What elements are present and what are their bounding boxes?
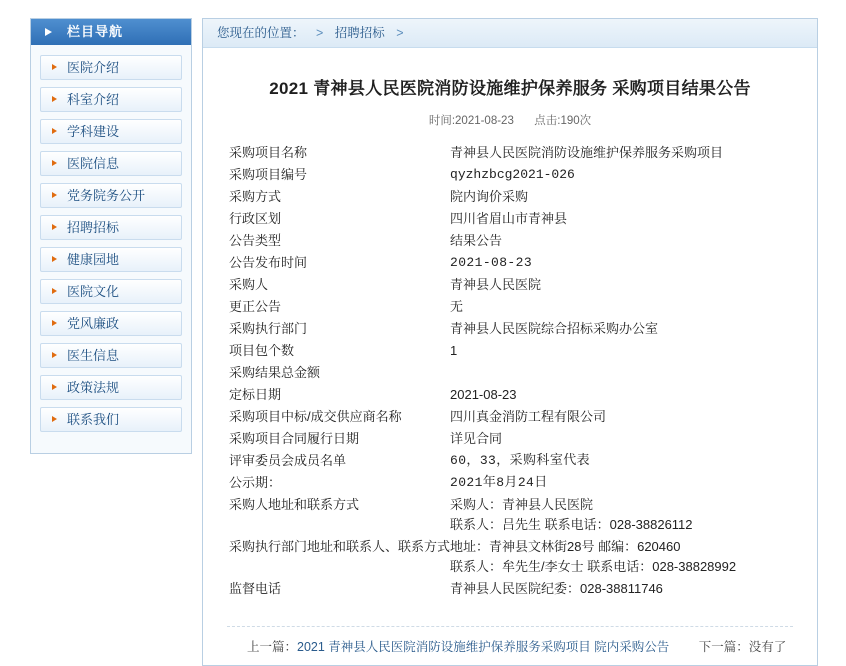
field-label: 行政区划: [229, 211, 282, 226]
sidebar-item-hospital-info[interactable]: [40, 151, 182, 176]
field-value: 1: [450, 343, 458, 358]
document-body: [203, 48, 817, 665]
table-row: [229, 450, 795, 472]
field-value: 四川省眉山市青神县: [450, 211, 568, 226]
sidebar-item-health-garden[interactable]: [40, 247, 182, 272]
field-value: 青神县人民医院纪委：028-38811746: [450, 581, 663, 596]
field-label: 采购人: [229, 277, 269, 292]
sidebar-item-hospital-intro[interactable]: [40, 55, 182, 80]
sidebar-item-label: 学科建设: [67, 124, 120, 139]
field-value: 结果公告: [450, 233, 503, 248]
next-article-label: 下一篇：没有了: [698, 640, 787, 654]
field-label: 公告类型: [229, 233, 282, 248]
field-label: 定标日期: [229, 387, 282, 402]
sidebar-list: [31, 55, 191, 432]
table-row: [229, 536, 795, 578]
sidebar-item-label: 党务院务公开: [67, 188, 146, 203]
article-nav: [227, 626, 793, 655]
table-row: [229, 578, 795, 600]
main-panel: [202, 18, 818, 666]
arrow-right-icon: [52, 128, 57, 134]
arrow-right-icon: [52, 288, 57, 294]
table-row: [229, 252, 795, 274]
sidebar-item-label: 联系我们: [67, 412, 120, 427]
field-label: 采购项目名称: [229, 145, 308, 160]
sidebar-item-label: 政策法规: [67, 380, 120, 395]
sidebar-item-label: 科室介绍: [67, 92, 120, 107]
arrow-right-icon: [52, 192, 57, 198]
table-row: [229, 142, 795, 164]
field-value: 2021-08-23: [450, 255, 533, 270]
field-label: 采购项目中标/成交供应商名称: [229, 409, 402, 424]
arrow-right-icon: [52, 320, 57, 326]
breadcrumb: [203, 19, 817, 48]
table-row: [229, 274, 795, 296]
arrow-right-icon: [52, 384, 57, 390]
sidebar-item-party-affairs[interactable]: [40, 183, 182, 208]
arrow-right-icon: [52, 160, 57, 166]
field-label: 采购方式: [229, 189, 282, 204]
sidebar-item-doctor-info[interactable]: [40, 343, 182, 368]
field-label: 采购项目合同履行日期: [229, 431, 360, 446]
field-label: 项目包个数: [229, 343, 295, 358]
sidebar-item-policies-regulations[interactable]: [40, 375, 182, 400]
sidebar-item-contact-us[interactable]: [40, 407, 182, 432]
sidebar-item-label: 医院信息: [67, 156, 120, 171]
field-label: 采购执行部门地址和联系人、联系方式: [229, 539, 451, 554]
sidebar-item-label: 医院介绍: [67, 60, 120, 75]
field-label: 公告发布时间: [229, 255, 308, 270]
article-time: 时间:2021-08-23: [428, 115, 514, 127]
field-value: 四川真金消防工程有限公司: [450, 409, 607, 424]
table-row: [229, 164, 795, 186]
article-hits: 点击:190次: [534, 115, 592, 127]
table-row: [229, 296, 795, 318]
field-label: 采购执行部门: [229, 321, 308, 336]
table-row: [229, 186, 795, 208]
field-value: 采购人：青神县人民医院 联系人：吕先生 联系电话：028-38826112: [450, 497, 693, 532]
sidebar-item-label: 党风廉政: [67, 316, 120, 331]
field-label: 评审委员会成员名单: [229, 453, 347, 468]
arrow-right-icon: [52, 96, 57, 102]
field-label: 监督电话: [229, 581, 282, 596]
arrow-right-icon: [52, 256, 57, 262]
sidebar-item-label: 健康园地: [67, 252, 120, 267]
field-value: 详见合同: [450, 431, 503, 446]
breadcrumb-item-recruitment-bidding[interactable]: 招聘招标: [334, 26, 385, 40]
sidebar-item-recruitment-bidding[interactable]: [40, 215, 182, 240]
field-value: 无: [450, 299, 464, 314]
field-value: qyzhzbcg2021-026: [450, 167, 575, 182]
breadcrumb-separator-2: >: [396, 26, 404, 40]
field-label: 采购人地址和联系方式: [229, 497, 360, 512]
table-row: [229, 472, 795, 494]
sidebar-item-party-conduct[interactable]: [40, 311, 182, 336]
breadcrumb-prefix: 您现在的位置：: [217, 26, 305, 40]
sidebar: [30, 18, 192, 454]
arrow-right-icon: [52, 64, 57, 70]
field-value: 院内询价采购: [450, 189, 529, 204]
page-title: 2021 青神县人民医院消防设施维护保养服务 采购项目结果公告: [269, 79, 751, 98]
table-row: [229, 362, 795, 384]
field-label: 公示期：: [229, 475, 282, 490]
sidebar-item-hospital-culture[interactable]: [40, 279, 182, 304]
table-row: [229, 384, 795, 406]
field-value: 地址：青神县文林街28号 邮编：620460 联系人：牟先生/李女士 联系电话：028-38828992: [450, 539, 737, 574]
detail-table: [229, 142, 795, 600]
sidebar-item-department-intro[interactable]: [40, 87, 182, 112]
breadcrumb-separator: >: [316, 26, 324, 40]
field-value: 60，33，采购科室代表: [450, 453, 591, 468]
table-row: [229, 406, 795, 428]
sidebar-item-label: 招聘招标: [67, 220, 120, 235]
article-meta: [227, 112, 793, 128]
detail-table-body: [229, 142, 795, 600]
field-value: 青神县人民医院消防设施维护保养服务采购项目: [450, 145, 724, 160]
arrow-right-icon: [52, 224, 57, 230]
prev-article-link[interactable]: 2021 青神县人民医院消防设施维护保养服务采购项目 院内采购公告: [297, 640, 670, 654]
sidebar-item-discipline-construction[interactable]: [40, 119, 182, 144]
field-value: 青神县人民医院综合招标采购办公室: [450, 321, 659, 336]
sidebar-item-label: 医生信息: [67, 348, 120, 363]
table-row: [229, 208, 795, 230]
sidebar-item-label: 医院文化: [67, 284, 120, 299]
table-row: [229, 428, 795, 450]
arrow-right-icon: [52, 352, 57, 358]
table-row: [229, 340, 795, 362]
field-value: 青神县人民医院: [450, 277, 542, 292]
sidebar-title: 栏目导航: [31, 19, 191, 45]
table-row: [229, 318, 795, 340]
arrow-right-icon: [52, 416, 57, 422]
table-row: [229, 494, 795, 536]
table-row: [229, 230, 795, 252]
prev-article-label: 上一篇：: [247, 640, 298, 654]
field-label: 采购结果总金额: [229, 365, 321, 380]
field-value: [450, 362, 795, 384]
field-label: 采购项目编号: [229, 167, 308, 182]
field-label: 更正公告: [229, 299, 282, 314]
field-value: 2021-08-23: [450, 387, 517, 402]
field-value: 2021年8月24日: [450, 475, 548, 490]
